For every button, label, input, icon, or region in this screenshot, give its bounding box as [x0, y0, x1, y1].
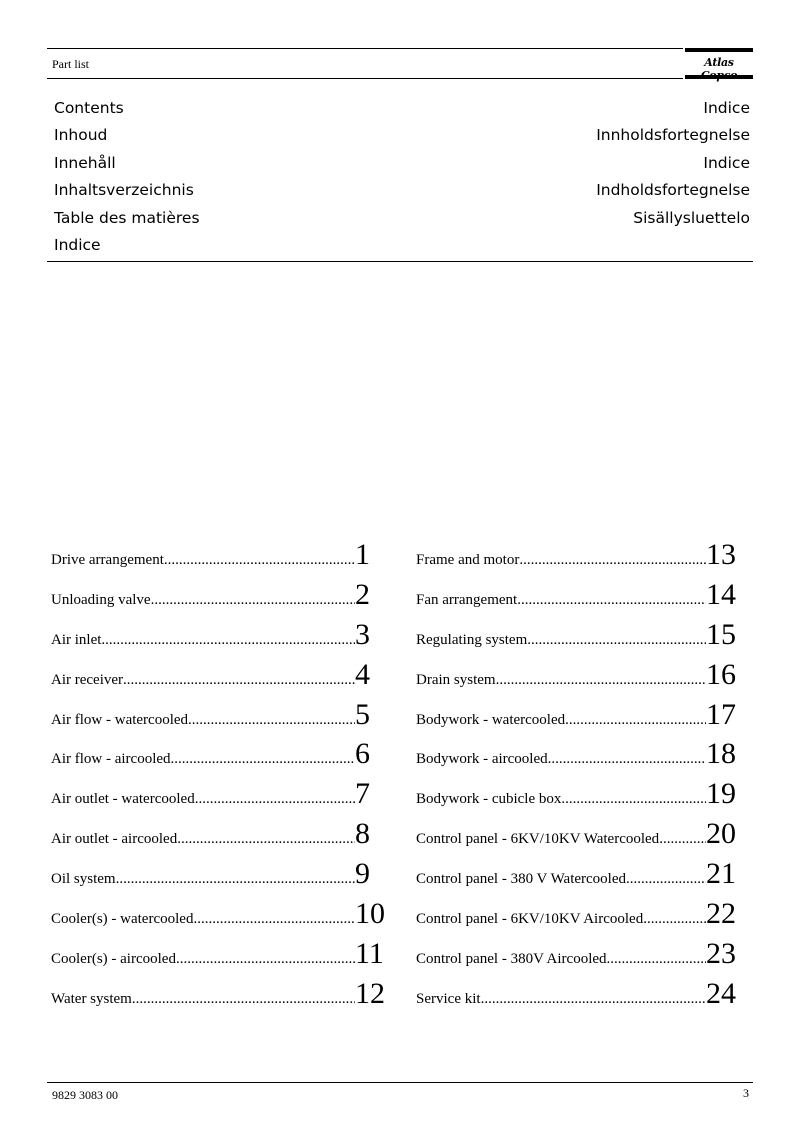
toc-entry-title: Air flow - watercooled	[51, 711, 189, 728]
toc-entry-title: Air inlet	[51, 631, 102, 648]
toc-entry[interactable]	[51, 737, 387, 777]
contents-heading-right: Indholdsfortegnelse	[596, 181, 750, 200]
header-rule-top	[47, 48, 683, 49]
toc-entry[interactable]	[416, 897, 738, 937]
toc-leader-dots	[607, 951, 706, 968]
toc-entry-title: Drive arrangement	[51, 552, 164, 568]
toc-leader-dots	[151, 592, 355, 609]
toc-entry-page: 3	[355, 617, 370, 651]
contents-divider	[47, 261, 753, 262]
toc-entry[interactable]	[51, 658, 387, 698]
toc-entry-title: Control panel - 6KV/10KV Aircooled	[416, 911, 644, 928]
toc-entry-page: 2	[355, 577, 370, 611]
toc-entry[interactable]	[416, 658, 738, 698]
contents-row	[54, 99, 750, 126]
footer-rule	[47, 1082, 753, 1083]
contents-heading-right: Indice	[703, 99, 750, 117]
toc-entry-page: 16	[706, 657, 736, 691]
toc-entry-page: 7	[355, 777, 370, 811]
toc-entry-page: 12	[355, 976, 385, 1010]
toc-entry-page: 4	[355, 657, 370, 691]
toc-entry-title: Unloading valve	[51, 591, 151, 608]
toc-entry-title: Control panel - 6KV/10KV Watercooled	[416, 831, 660, 848]
contents-row	[54, 126, 750, 153]
toc-entry-title: Frame and motor	[416, 552, 520, 568]
toc-column-right	[416, 538, 738, 1017]
toc-entry-page: 21	[706, 857, 736, 891]
toc-entry[interactable]	[416, 977, 738, 1017]
toc-entry[interactable]	[51, 618, 387, 658]
toc-entry-page: 24	[706, 976, 736, 1010]
toc-leader-dots	[527, 632, 706, 649]
toc-entry-title: Control panel - 380V Aircooled	[416, 950, 607, 967]
toc-leader-dots	[496, 672, 706, 689]
toc-entry-title: Cooler(s) - aircooled	[51, 950, 176, 967]
toc-entry[interactable]	[416, 857, 738, 897]
toc-entry[interactable]	[51, 538, 387, 578]
toc-entry-page: 11	[355, 936, 384, 970]
toc-entry-page: 19	[706, 777, 736, 811]
toc-leader-dots	[517, 592, 706, 609]
toc-leader-dots	[643, 911, 706, 928]
toc-entry-page: 9	[355, 857, 370, 891]
toc-entry-page: 13	[706, 538, 736, 571]
toc-leader-dots	[188, 712, 355, 729]
header-rule-bottom	[47, 78, 683, 79]
contents-row	[54, 209, 750, 236]
toc-leader-dots	[132, 991, 355, 1008]
toc-entry-page: 1	[355, 538, 370, 571]
atlas-copco-logo	[685, 48, 753, 79]
toc-entry-title: Control panel - 380 V Watercooled	[416, 871, 626, 888]
contents-heading-left: Contents	[54, 99, 124, 117]
toc-leader-dots	[195, 791, 355, 808]
toc-leader-dots	[659, 831, 706, 848]
toc-leader-dots	[481, 991, 706, 1008]
toc-entry-title: Air flow - aircooled	[51, 751, 171, 768]
toc-leader-dots	[123, 672, 355, 689]
toc-entry[interactable]	[51, 817, 387, 857]
contents-heading-left: Table des matières	[54, 208, 200, 227]
toc-entry-title: Bodywork - watercooled	[416, 711, 566, 728]
logo-bar-top	[685, 48, 753, 52]
toc-entry-title: Bodywork - aircooled	[416, 751, 548, 768]
contents-heading-right: Indice	[703, 153, 750, 172]
contents-heading-left: Inhoud	[54, 126, 108, 145]
toc-entry[interactable]	[51, 578, 387, 618]
toc-entry[interactable]	[51, 698, 387, 738]
toc-column-left	[51, 538, 387, 1017]
toc-entry[interactable]	[51, 857, 387, 897]
toc-entry-title: Air outlet - watercooled	[51, 791, 195, 808]
toc-leader-dots	[565, 712, 706, 729]
toc-entry-title: Water system	[51, 990, 132, 1007]
toc-entry-page: 22	[706, 897, 736, 931]
toc-entry[interactable]	[51, 897, 387, 937]
toc-entry[interactable]	[416, 777, 738, 817]
toc-entry[interactable]	[416, 578, 738, 618]
contents-row	[54, 181, 750, 208]
toc-entry-page: 20	[706, 817, 736, 851]
contents-row	[54, 154, 750, 181]
toc-leader-dots	[171, 751, 355, 768]
toc-entry-page: 14	[706, 577, 736, 611]
toc-entry-page: 17	[706, 697, 736, 731]
toc-leader-dots	[626, 871, 706, 888]
toc-entry-page: 15	[706, 617, 736, 651]
contents-heading-right: Sisällysluettelo	[633, 208, 750, 227]
toc-leader-dots	[101, 632, 355, 649]
contents-heading-left: Indice	[54, 235, 101, 254]
toc-leader-dots	[164, 552, 355, 569]
contents-heading-left: Inhaltsverzeichnis	[54, 181, 194, 200]
toc-entry-page: 23	[706, 936, 736, 970]
toc-entry-title: Fan arrangement	[416, 591, 518, 608]
toc-entry-title: Air outlet - aircooled	[51, 831, 178, 848]
toc-entry-title: Service kit	[416, 990, 481, 1007]
toc-entry-page: 18	[706, 737, 736, 771]
toc-entry[interactable]	[416, 538, 738, 578]
document-number: 9829 3083 00	[52, 1088, 118, 1102]
toc-leader-dots	[116, 871, 355, 888]
toc-entry-title: Cooler(s) - watercooled	[51, 911, 194, 928]
toc-entry-title: Oil system	[51, 871, 116, 888]
page-header-title: Part list	[52, 57, 90, 71]
toc-entry[interactable]	[51, 977, 387, 1017]
contents-heading-left: Innehåll	[54, 153, 116, 172]
toc-leader-dots	[177, 831, 355, 848]
toc-entry[interactable]	[51, 777, 387, 817]
contents-heading-right: Innholdsfortegnelse	[596, 126, 750, 145]
logo-text: Atlas	[704, 56, 734, 69]
toc-entry-title: Air receiver	[51, 671, 124, 688]
contents-row	[54, 236, 750, 263]
toc-entry[interactable]	[416, 817, 738, 857]
toc-leader-dots	[561, 791, 706, 808]
toc-entry[interactable]	[51, 937, 387, 977]
toc-entry-title: Bodywork - cubicle box	[416, 791, 562, 808]
toc-entry-page: 10	[355, 897, 385, 931]
toc-leader-dots	[519, 552, 706, 569]
toc-entry-title: Drain system	[416, 671, 496, 688]
toc-entry-page: 8	[355, 817, 370, 851]
toc-entry[interactable]	[416, 737, 738, 777]
toc-leader-dots	[548, 751, 706, 768]
toc-entry-page: 5	[355, 697, 370, 731]
toc-leader-dots	[176, 951, 355, 968]
toc-entry-page: 6	[355, 737, 370, 771]
contents-heading-list	[54, 99, 750, 263]
logo-bar-bottom	[685, 75, 753, 79]
page-number: 3	[743, 1086, 749, 1100]
toc-entry[interactable]	[416, 618, 738, 658]
toc-leader-dots	[193, 911, 355, 928]
toc-entry-title: Regulating system	[416, 631, 528, 648]
toc-entry[interactable]	[416, 937, 738, 977]
toc-entry[interactable]	[416, 698, 738, 738]
